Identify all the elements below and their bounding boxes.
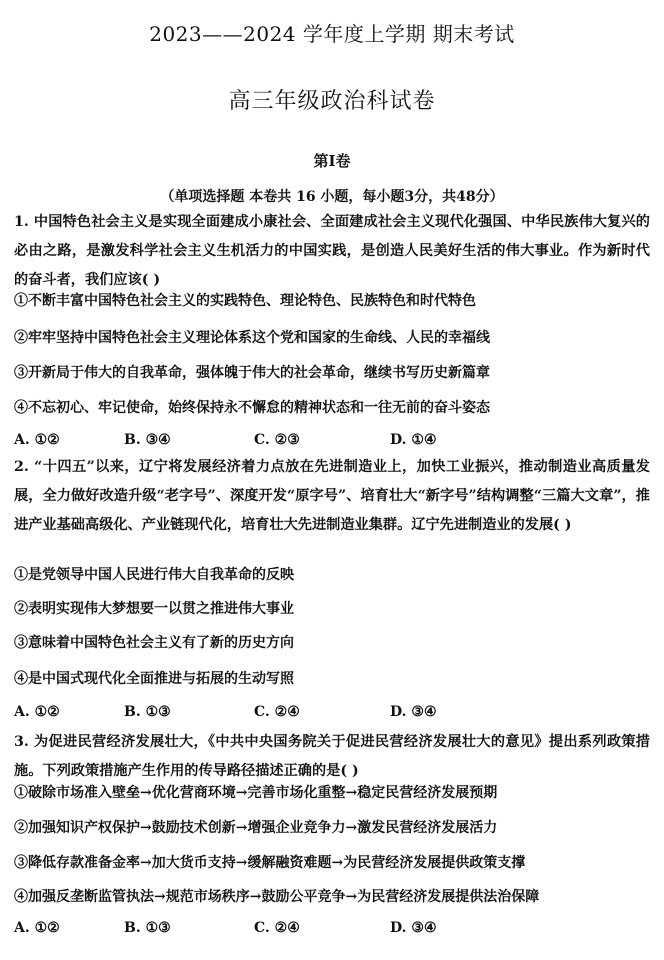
question-1-stem: 1. 中国特色社会主义是实现全面建成小康社会、全面建成社会主义现代化强国、中华民族伟大复兴的必由之路，是激发科学社会主义生机活力的中国实践，是创造人民美好生活的伟大事业。作为新时代的奋斗者，我们应该( ) — [14, 214, 650, 288]
question-3-answer-b: B. ①③ — [124, 920, 171, 936]
question-2-answer-b: B. ①③ — [124, 704, 171, 720]
question-1-option-1: ①不断丰富中国特色社会主义的实践特色、理论特色、民族特色和时代特色 — [14, 293, 476, 309]
question-3-option-2: ②加强知识产权保护→鼓励技术创新→增强企业竞争力→激发民营经济发展活力 — [14, 820, 498, 836]
question-1-answer-a: A. ①② — [14, 432, 60, 448]
question-1-option-2: ②牢牢坚持中国特色社会主义理论体系这个党和国家的生命线、人民的幸福线 — [14, 330, 490, 346]
question-2-answer-c: C. ②④ — [254, 704, 300, 720]
question-2-option-3: ③意味着中国特色社会主义有了新的历史方向 — [14, 635, 294, 651]
question-3-option-4: ④加强反垄断监管执法→规范市场秩序→鼓励公平竞争→为民营经济发展提供法治保障 — [14, 889, 540, 905]
question-3-stem: 3. 为促进民营经济发展壮大，《中共中央国务院关于促进民营经济发展壮大的意见》提出系列政策措施。下列政策措施产生作用的传导路径描述正确的是( ) — [14, 734, 650, 779]
part-heading: 第Ⅰ卷 — [313, 152, 351, 170]
question-2-option-2: ②表明实现伟大梦想要一以贯之推进伟大事业 — [14, 601, 294, 617]
question-2-stem: 2. “十四五”以来，辽宁将发展经济着力点放在先进制造业上，加快工业振兴，推动制造业高质量发展，全力做好改造升级“老字号”、深度开发“原字号”、培育壮大“新字号”结构调整“三篇大文章”，推进产业基础高级化、产业链现代化，培育壮大先进制造业集群。辽宁先进制造业的发展( ) — [14, 459, 650, 533]
question-1-option-3: ③开新局于伟大的自我革命，强体魄于伟大的社会革命，继续书写历史新篇章 — [14, 365, 490, 381]
exam-term-title: 2023——2024 学年度上学期 期末考试 — [149, 22, 515, 46]
question-3-answer-d: D. ③④ — [390, 920, 437, 936]
section-instructions: （单项选择题 本卷共 16 小题，每小题3分，共48分） — [160, 189, 504, 205]
question-3-answer-c: C. ②④ — [254, 920, 300, 936]
question-2-answer-d: D. ③④ — [390, 704, 437, 720]
question-1-option-4: ④不忘初心、牢记使命，始终保持永不懈怠的精神状态和一往无前的奋斗姿态 — [14, 400, 490, 416]
question-2-option-1: ①是党领导中国人民进行伟大自我革命的反映 — [14, 567, 294, 583]
question-3-option-1: ①破除市场准入壁垒→优化营商环境→完善市场化重整→稳定民营经济发展预期 — [14, 785, 498, 801]
question-3-answers — [14, 920, 654, 940]
question-3-option-3: ③降低存款准备金率→加大货币支持→缓解融资难题→为民营经济发展提供政策支撑 — [14, 855, 526, 871]
question-1-answer-d: D. ①④ — [390, 432, 437, 448]
question-2-answer-a: A. ①② — [14, 704, 60, 720]
exam-subject-title: 高三年级政治科试卷 — [228, 89, 436, 114]
question-1-answer-c: C. ②③ — [254, 432, 300, 448]
question-3-answer-a: A. ①② — [14, 920, 60, 936]
question-2-answers — [14, 704, 654, 724]
question-1-answers — [14, 432, 654, 452]
question-1-answer-b: B. ③④ — [124, 432, 171, 448]
question-2-option-4: ④是中国式现代化全面推进与拓展的生动写照 — [14, 671, 294, 687]
